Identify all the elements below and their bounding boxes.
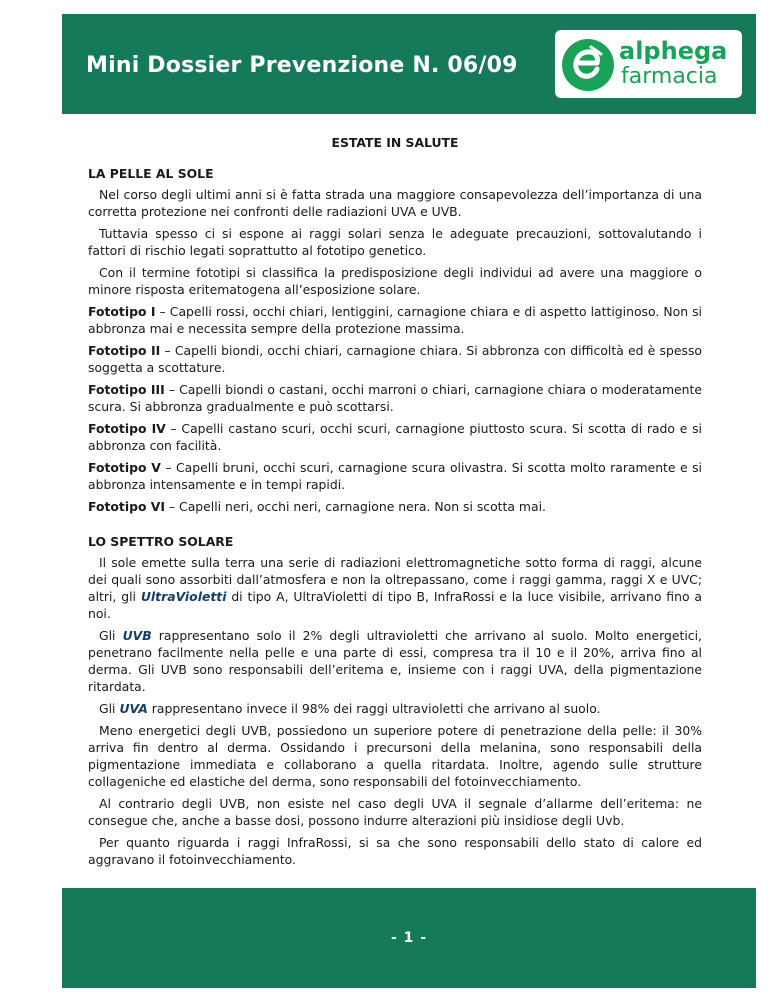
fototipo-item: [88, 381, 702, 415]
paragraph: Nel corso degli ultimi anni si è fatta strada una maggiore consapevolezza dell’importanza di una corretta protezione nei confronti delle radiazioni UVA e UVB.: [88, 187, 702, 219]
fototipo-label: Fototipo IV: [88, 421, 166, 436]
document-body: [88, 134, 702, 873]
fototipo-text: – Capelli castano scuri, occhi scuri, carnagione piuttosto scura. Si scotta di rado e si abbronza con facilità.: [88, 421, 702, 453]
paragraph: [88, 627, 702, 695]
fototipo-item: [88, 420, 702, 454]
fototipo-label: Fototipo I: [88, 304, 156, 319]
fototipo-text: – Capelli rossi, occhi chiari, lentiggini, carnagione chiara e di aspetto lattiginoso. Non si abbronza mai e necessita sempre della protezione massima.: [88, 304, 702, 336]
fototipo-label: Fototipo V: [88, 460, 161, 475]
section-title-spettro: LO SPETTRO SOLARE: [88, 534, 234, 549]
header-title: Mini Dossier Prevenzione N. 06/09: [86, 53, 518, 78]
text-run: Gli: [99, 628, 123, 643]
highlight-uvb: UVB: [122, 628, 152, 643]
paragraph: Per quanto riguarda i raggi InfraRossi, si sa che sono responsabili dello stato di calore ed aggravano il fotoinvecchiamento.: [88, 835, 702, 867]
section-title-pelle: LA PELLE AL SOLE: [88, 166, 214, 181]
text-run: Il sole emette sulla terra una serie di radiazioni elettromagnetiche sotto forma di raggi, alcune dei quali sono assorbiti dall’atmosfera e non la oltrepassano, come i raggi gamma, raggi X e UVC; altri, gli: [88, 555, 702, 604]
fototipo-item: [88, 498, 702, 515]
fototipo-text: – Capelli bruni, occhi scuri, carnagione scura olivastra. Si scotta molto raramente e si abbronza intensamente e in tempi rapidi.: [88, 460, 702, 492]
fototipo-label: Fototipo II: [88, 343, 161, 358]
paragraph: Al contrario degli UVB, non esiste nel caso degli UVA il segnale d’allarme dell’eritema: ne consegue che, anche a basse dosi, possono indurre alterazioni più insidiose degli Uvb.: [88, 796, 702, 828]
alphega-logo-icon: [561, 38, 615, 92]
alphega-logo: [555, 30, 742, 98]
highlight-uva: UVA: [119, 701, 148, 716]
page-number: - 1 -: [390, 930, 428, 946]
footer-banner: [62, 888, 756, 988]
highlight-ultravioletti: UltraVioletti: [140, 589, 227, 604]
text-run: Gli: [99, 701, 120, 716]
paragraph: Meno energetici degli UVB, possiedono un superiore potere di penetrazione della pelle: il 30% arriva fin dentro al derma. Ossidando i precursoni della melanina, sono responsabili della pigmentazione immediata e collaborano a quella ritardata. Inoltre, agendo sulle strutture collageniche ed elastiche del derma, sono responsabili del fotoinvecchiamento.: [88, 723, 702, 789]
fototipo-text: – Capelli neri, occhi neri, carnagione nera. Non si scotta mai.: [164, 499, 546, 514]
text-run: rappresentano invece il 98% dei raggi ultravioletti che arrivano al suolo.: [147, 701, 601, 716]
fototipo-text: – Capelli biondi o castani, occhi marroni o chiari, carnagione chiara o moderatamente scura. Si abbronza gradualmente e può scottarsi.: [88, 382, 703, 414]
paragraph: [88, 554, 702, 622]
paragraph: Con il termine fototipi si classifica la predisposizione degli individui ad avere una maggiore o minore risposta eritematogena all’esposizione solare.: [88, 265, 702, 297]
logo-sub-text: farmacia: [621, 64, 718, 89]
paragraph: Tuttavia spesso ci si espone ai raggi solari senza le adeguate precauzioni, sottovalutando i fattori di rischio legati soprattutto al fototipo genetico.: [88, 226, 702, 258]
header-banner: [62, 14, 756, 114]
text-run: di tipo A, UltraVioletti di tipo B, InfraRossi e la luce visibile, arrivano fino a noi.: [88, 589, 703, 621]
fototipo-item: [88, 303, 702, 337]
fototipo-item: [88, 459, 702, 493]
fototipo-text: – Capelli biondi, occhi chiari, carnagione chiara. Si abbronza con difficoltà ed è spesso soggetta a scottature.: [88, 343, 702, 375]
fototipo-item: [88, 342, 702, 376]
fototipo-label: Fototipo VI: [88, 499, 165, 514]
paragraph: [88, 700, 702, 717]
text-run: rappresentano solo il 2% degli ultravioletti che arrivano al suolo. Molto energetici, penetrano facilmente nella pelle e una parte di essi, compresa tra il 10 e il 20%, arriva fino al derma. Gli UVB sono responsabili dell’eritema e, insieme con i raggi UVA, della pigmentazione ritardata.: [88, 628, 702, 694]
document-title: ESTATE IN SALUTE: [331, 135, 459, 150]
fototipo-label: Fototipo III: [88, 382, 165, 397]
logo-brand-text: alphega: [619, 37, 728, 65]
